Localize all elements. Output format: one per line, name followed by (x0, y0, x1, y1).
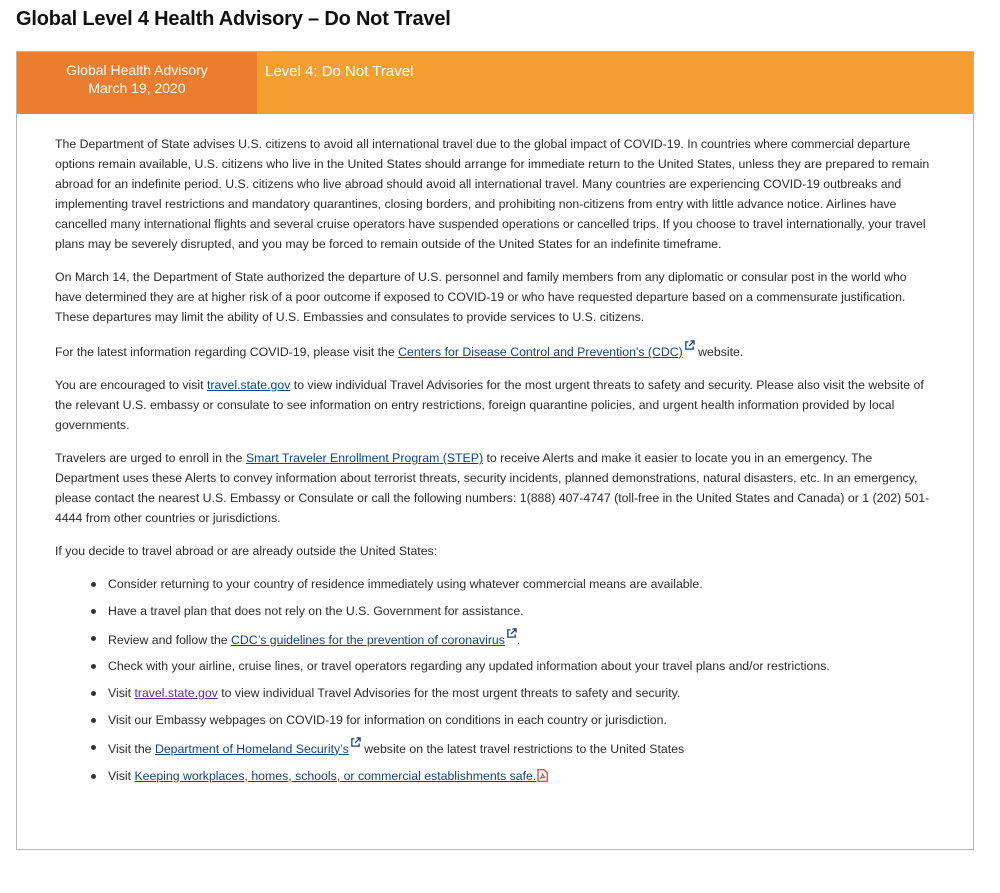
pdf-icon (537, 769, 548, 782)
recommendation-list (55, 574, 935, 786)
advisory-box (16, 51, 974, 850)
list-item (108, 766, 935, 786)
external-link-icon (684, 340, 695, 351)
cdc-guidelines-link[interactable]: CDC’s guidelines for the prevention of coronavirus (231, 632, 505, 647)
list-item (108, 683, 935, 703)
paragraph-if-travel: If you decide to travel abroad or are already outside the United States: (55, 544, 438, 558)
text: to view individual Travel Advisories for the most urgent threats to safety and security. (217, 686, 681, 701)
keeping-safe-link[interactable]: Keeping workplaces, homes, schools, or commercial establishments safe. (134, 768, 537, 783)
advisory-date-block (17, 52, 257, 114)
text: Travelers are urged to enroll in the (55, 451, 246, 465)
paragraph-step (55, 448, 935, 528)
advisory-date: March 19, 2020 (88, 80, 186, 96)
paragraph-travel-state (55, 375, 935, 435)
text: Visit (108, 686, 135, 701)
text: . (516, 632, 521, 647)
advisory-header (17, 52, 973, 114)
advisory-level: Level 4: Do Not Travel (265, 63, 414, 80)
advisory-body (17, 114, 973, 786)
list-item: Consider returning to your country of residence immediately using whatever commercial means are available. (108, 574, 935, 594)
external-link-icon (506, 628, 517, 639)
page-title: Global Level 4 Health Advisory – Do Not Travel (16, 8, 451, 30)
paragraph-departure: On March 14, the Department of State authorized the departure of U.S. personnel and family members from any diplomatic or consular post in the world who have determined they are at higher risk of a poor outcome if exposed to COVID-19 or who have requested departure based on a commensurate justification. These departures may limit the ability of U.S. Embassies and consulates to provide services to U.S. citizens. (55, 270, 907, 324)
text: to receive Alerts and make it easier to locate you in an emergency. The Department uses these Alerts to convey information about terrorist threats, security incidents, planned demonstrations, natural disasters, etc. In an emergency, please contact the nearest U.S. Embassy or Consulate or call the following numbers: 1(888) 407-4747 (toll-free in the United States and Canada) or 1 (202) 501-4444 from other countries or jurisdictions. (55, 451, 930, 525)
text: website on the latest travel restrictions to the United States (360, 741, 685, 756)
advisory-type: Global Health Advisory (66, 62, 208, 78)
list-item: Check with your airline, cruise lines, or travel operators regarding any updated information about your travel plans and/or restrictions. (108, 656, 935, 676)
travel-state-gov-link[interactable]: travel.state.gov (134, 686, 218, 701)
external-link-icon (350, 737, 361, 748)
text: Visit the (108, 741, 155, 756)
list-item (108, 628, 935, 650)
list-item: Visit our Embassy webpages on COVID-19 for information on conditions in each country or jurisdiction. (108, 710, 935, 730)
text: Visit (108, 768, 135, 783)
paragraph-intro: The Department of State advises U.S. citizens to avoid all international travel due to the global impact of COVID-19. In countries where commercial departure options remain available, U.S. citizens who live in the United States should arrange for immediate return to the United States, unless they are prepared to remain abroad for an indefinite period. U.S. citizens who live abroad should avoid all international travel. Many countries are experiencing COVID-19 outbreaks and implementing travel restrictions and mandatory quarantines, closing borders, and prohibiting non-citizens from entry with little advance notice. Airlines have cancelled many international flights and several cruise operators have suspended operations or cancelled trips. If you choose to travel internationally, your travel plans may be severely disrupted, and you may be forced to remain outside of the United States for an indefinite timeframe. (55, 137, 930, 251)
step-link[interactable]: Smart Traveler Enrollment Program (STEP) (245, 451, 484, 465)
text: website. (694, 345, 744, 359)
list-item (108, 737, 935, 759)
text: Review and follow the (108, 632, 232, 647)
cdc-link[interactable]: Centers for Disease Control and Prevention's (CDC) (398, 345, 683, 359)
text: to view individual Travel Advisories for the most urgent threats to safety and security. Please also visit the website of the relevant U.S. embassy or consulate to see information on entry restrictions, foreign quarantine policies, and urgent health information provided by local governments. (55, 378, 924, 432)
paragraph-cdc (55, 340, 935, 362)
dhs-link[interactable]: Department of Homeland Security’s (154, 741, 349, 756)
list-item: Have a travel plan that does not rely on the U.S. Government for assistance. (108, 601, 935, 621)
travel-state-gov-link[interactable]: travel.state.gov (207, 378, 291, 392)
text: You are encouraged to visit (55, 378, 207, 392)
text: For the latest information regarding COVID-19, please visit the (55, 345, 399, 359)
